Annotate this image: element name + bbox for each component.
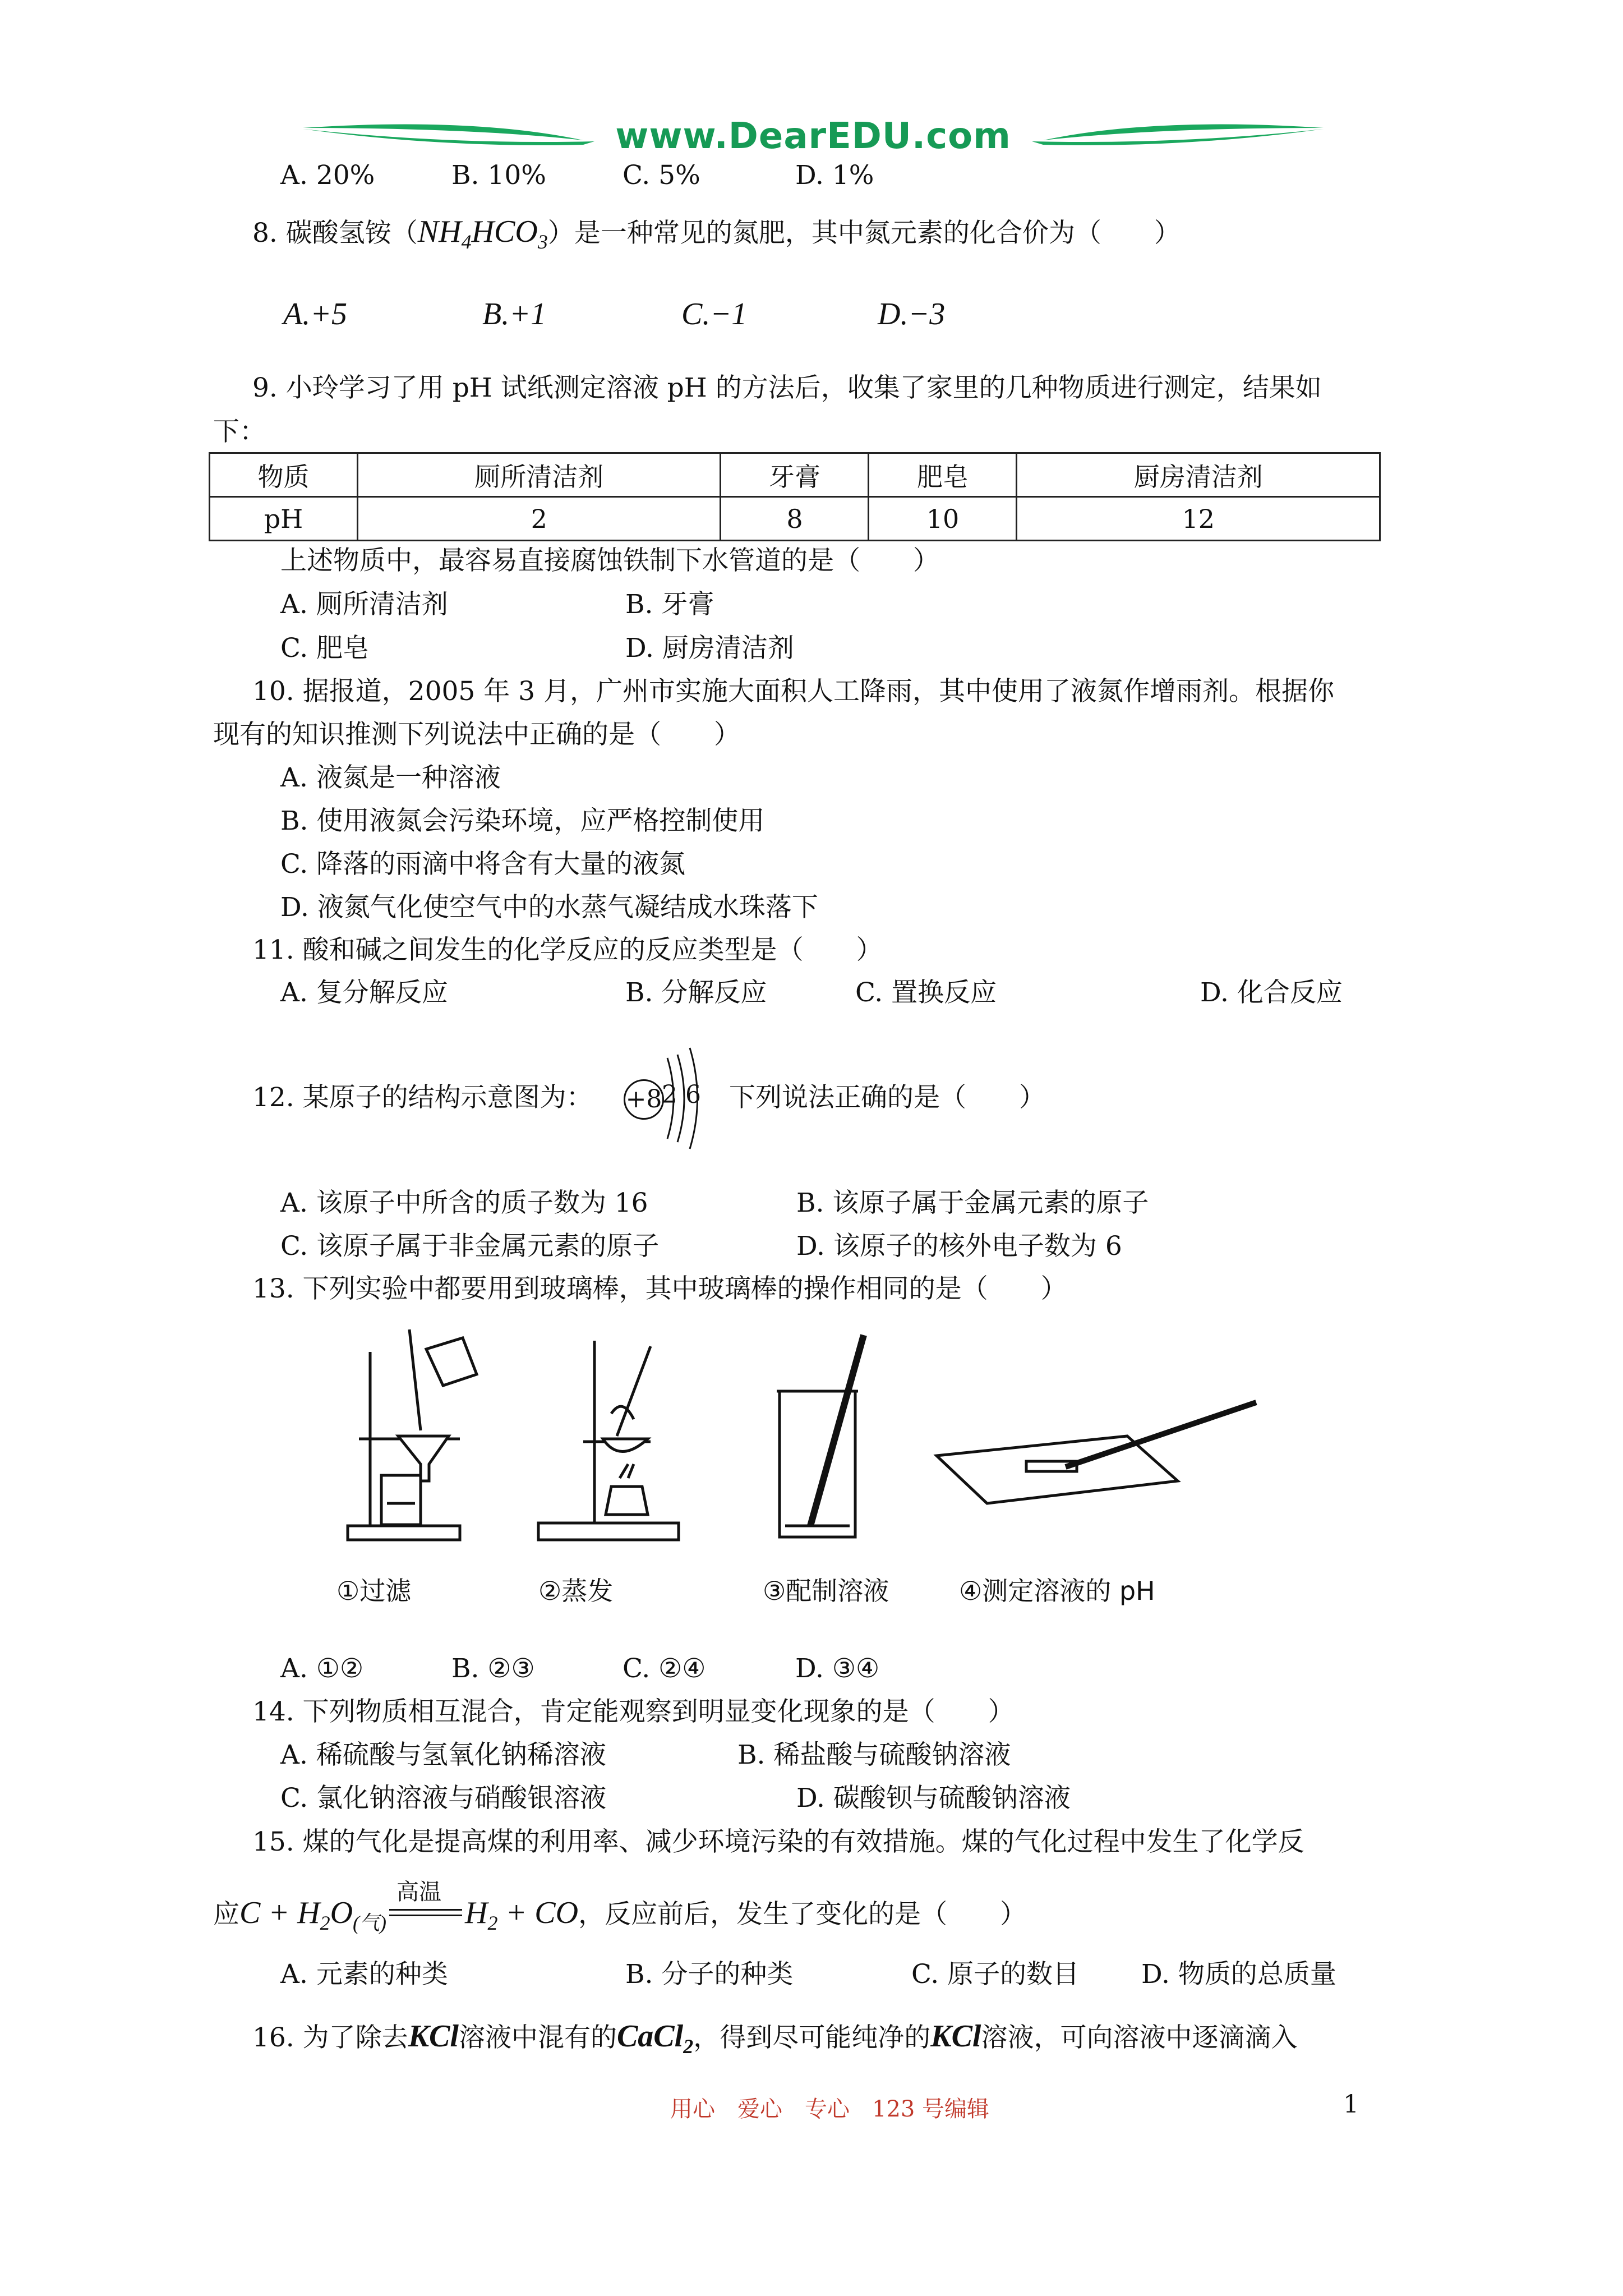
ph-table-value-row [210,497,1380,541]
q8-option-b: B.+1 [482,297,546,332]
table-cell: 肥皂 [869,453,1017,497]
ph-table-header-row [210,453,1380,497]
q10-option-b: B. 使用液氮会污染环境，应严格控制使用 [280,806,765,836]
q9-option-d: D. 厨房清洁剂 [625,633,794,664]
reaction-condition: 高温 [396,1879,442,1906]
q15-option-a: A. 元素的种类 [280,1959,448,1990]
page-number: 1 [1343,2090,1359,2119]
q8-stem: 8. 碳酸氢铵$(NH_4HCO_3)$是一种常见的氮肥，其中氮元素的化合价为（ ） [252,214,1181,254]
q11-option-b: B. 分解反应 [625,977,767,1008]
q10-stem-line2: 现有的知识推测下列说法中正确的是（ ） [213,719,740,750]
footer-credit: 用心 爱心 专心 123 号编辑 [670,2096,990,2122]
site-name: www.DearEDU.com [615,116,1011,157]
q14-option-c: C. 氯化钠溶液与硝酸银溶液 [280,1783,607,1814]
q7-option-a: A. 20% [280,160,375,191]
q14-option-a: A. 稀硫酸与氢氧化钠稀溶液 [280,1740,606,1770]
q9-option-c: C. 肥皂 [280,633,370,664]
q13-stem: 13. 下列实验中都要用到玻璃棒，其中玻璃棒的操作相同的是（ ） [252,1273,1067,1304]
q9-option-b: B. 牙膏 [625,589,714,620]
table-cell: pH [210,497,358,541]
q9-stem-line2: 下： [213,416,266,447]
q9-question: 上述物质中，最容易直接腐蚀铁制下水管道的是（ ） [280,545,939,576]
q9-option-a: A. 厕所清洁剂 [280,589,448,620]
q14-option-d: D. 碳酸钡与硫酸钠溶液 [796,1783,1071,1814]
q11-stem: 11. 酸和碱之间发生的化学反应的反应类型是（ ） [252,935,883,965]
q12-option-c: C. 该原子属于非金属元素的原子 [280,1231,660,1262]
q11-option-a: A. 复分解反应 [280,977,448,1008]
filtration-apparatus [348,1329,477,1540]
q10-option-c: C. 降落的雨滴中将含有大量的液氮 [280,849,686,880]
q10-option-d: D. 液氮气化使空气中的水蒸气凝结成水珠落下 [280,892,818,923]
q11-option-c: C. 置换反应 [855,977,997,1008]
q9-stem-line1: 9. 小玲学习了用 pH 试纸测定溶液 pH 的方法后，收集了家里的几种物质进行测定，结果如 [252,372,1322,403]
q10-stem-line1: 10. 据报道，2005 年 3 月，广州市实施大面积人工降雨，其中使用了液氮作增雨剂。根据你 [252,676,1335,707]
ph-test-plate [937,1402,1256,1503]
q12-option-d: D. 该原子的核外电子数为 6 [796,1231,1122,1262]
q7-option-c: C. 5% [623,160,700,191]
q10-option-a: A. 液氮是一种溶液 [280,762,501,793]
evaporation-apparatus [538,1341,679,1540]
table-cell: 10 [869,497,1017,541]
q12-option-a: A. 该原子中所含的质子数为 16 [280,1188,648,1218]
figure-label-evaporation: ②蒸发 [538,1576,614,1606]
q14-stem: 14. 下列物质相互混合，肯定能观察到明显变化现象的是（ ） [252,1696,1015,1727]
q15-stem-line2: 应$C + H_2O_{(气)}$ 高温 $H_2$ + CO，反应前后，发生了变化的是（ ） [213,1896,1026,1940]
electron-counts: 2 6 [662,1080,701,1109]
q12-stem-pre: 12. 某原子的结构示意图为： [252,1082,593,1113]
figure-label-measuring-ph: ④测定溶液的 pH [959,1576,1155,1606]
table-cell: 8 [721,497,869,541]
q7-option-d: D. 1% [795,160,874,191]
q13-option-d: D. ③④ [795,1653,880,1684]
stirring-beaker [777,1335,864,1537]
reaction-equation: $C + H_2O_{(气)}$ 高温 $H_2$ + CO [239,1895,578,1930]
table-cell: 牙膏 [721,453,869,497]
q13-option-b: B. ②③ [451,1653,535,1684]
lab-apparatus-figure [336,1324,1290,1571]
table-cell: 物质 [210,453,358,497]
q8-option-d: D.−3 [878,297,946,332]
q13-option-a: A. ①② [280,1653,364,1684]
q8-option-c: C.−1 [681,297,748,332]
atom-structure-diagram [624,1042,702,1154]
table-cell: 2 [358,497,721,541]
q15-option-c: C. 原子的数目 [911,1959,1080,1990]
table-cell: 12 [1017,497,1380,541]
q12-option-b: B. 该原子属于金属元素的原子 [796,1188,1149,1218]
q16-stem: 16. 为了除去KCl溶液中混有的CaCl$_2$，得到尽可能纯净的KCl溶液，可向溶液中逐滴滴入 [252,2019,1298,2058]
q8-option-a: A.+5 [283,297,347,332]
q11-option-d: D. 化合反应 [1200,977,1343,1008]
q15-stem-line1: 15. 煤的气化是提高煤的利用率、减少环境污染的有效措施。煤的气化过程中发生了化学反 [252,1826,1304,1857]
table-cell: 厨房清洁剂 [1017,453,1380,497]
table-cell: 厕所清洁剂 [358,453,721,497]
figure-label-preparing-solution: ③配制溶液 [763,1576,889,1606]
q13-option-c: C. ②④ [623,1653,706,1684]
nucleus: +8 [624,1079,664,1120]
q7-option-b: B. 10% [451,160,546,191]
q12-stem-post: 下列说法正确的是（ ） [729,1082,1045,1113]
ph-table [209,452,1381,541]
figure-label-filtration: ①过滤 [336,1576,412,1606]
q15-option-d: D. 物质的总质量 [1141,1959,1336,1990]
q15-option-b: B. 分子的种类 [625,1959,794,1990]
q14-option-b: B. 稀盐酸与硫酸钠溶液 [737,1740,1011,1770]
